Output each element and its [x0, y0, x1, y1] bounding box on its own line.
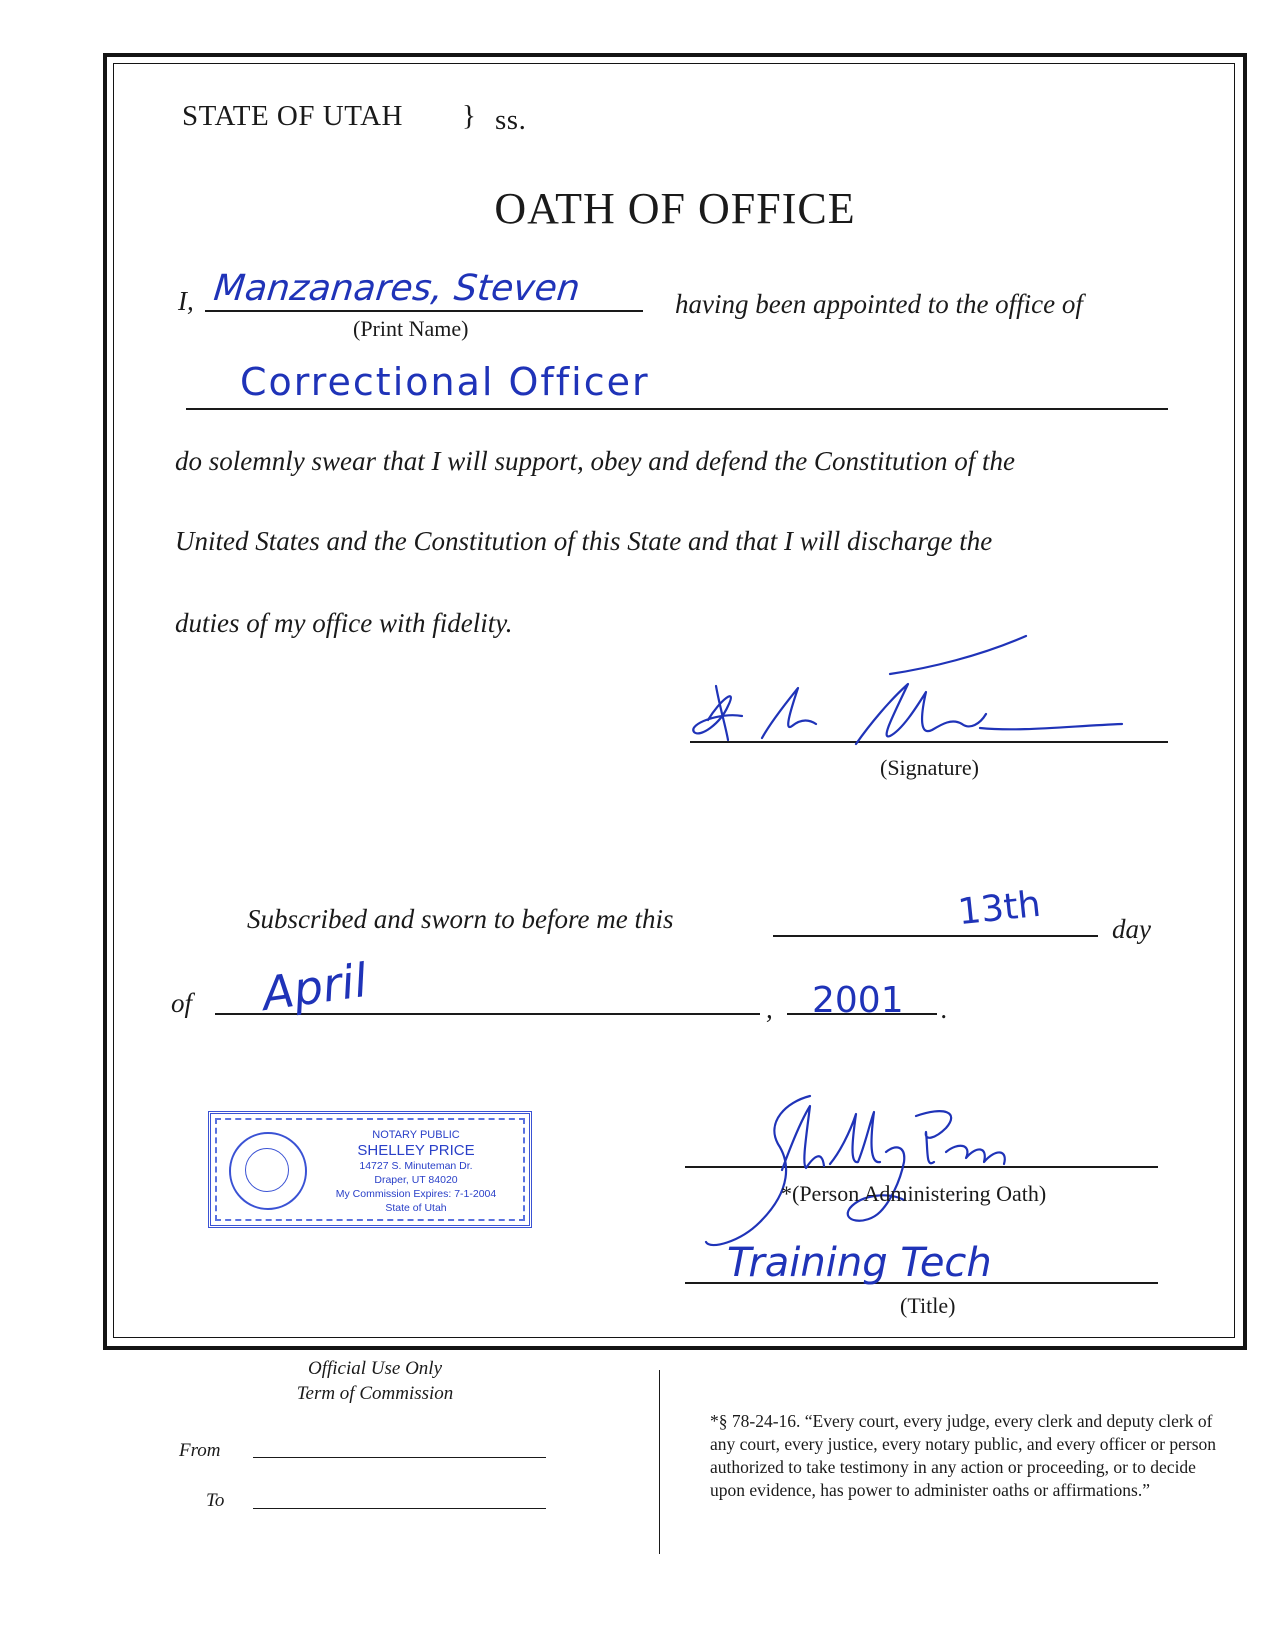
- oath-body-line1: do solemnly swear that I will support, obey and defend the Constitution of the: [175, 446, 1015, 476]
- stamp-line6: State of Utah: [385, 1202, 447, 1214]
- year-value: 2001: [812, 980, 904, 1021]
- state-seal-icon: [229, 1132, 307, 1210]
- official-use-heading: Official Use Only: [307, 1358, 443, 1379]
- office-value: Correctional Officer: [240, 360, 650, 404]
- oath-body-line3: duties of my office with fidelity.: [175, 608, 513, 638]
- to-label: To: [206, 1490, 225, 1511]
- from-label: From: [179, 1440, 221, 1461]
- stamp-line3: 14727 S. Minuteman Dr.: [359, 1160, 473, 1172]
- title-value: Training Tech: [727, 1240, 992, 1286]
- administrator-signature: [690, 1082, 1050, 1252]
- day-line: [773, 935, 1098, 937]
- title-caption: (Title): [900, 1293, 956, 1318]
- date-period: .: [941, 994, 948, 1024]
- of-label: of: [171, 988, 193, 1018]
- print-name-caption: (Print Name): [353, 316, 469, 341]
- oath-body-line2: United States and the Constitution of this State and that I will discharge the: [175, 526, 993, 556]
- page-title: OATH OF OFFICE: [494, 184, 856, 233]
- section-divider: [659, 1370, 660, 1554]
- i-prefix: I,: [178, 286, 194, 316]
- stamp-line1: NOTARY PUBLIC: [372, 1129, 460, 1141]
- date-comma: ,: [766, 994, 773, 1024]
- notary-stamp: [208, 1111, 532, 1228]
- office-line: [186, 408, 1168, 410]
- month-value: April: [258, 952, 371, 1022]
- day-label: day: [1112, 914, 1151, 944]
- header-brace: }: [462, 100, 477, 132]
- day-value: 13th: [956, 883, 1043, 934]
- statute-text: *§ 78-24-16. “Every court, every judge, every clerk and deputy clerk of any court, every justice, every notary public, and every officer or person authorized to take testimony in any action or proceeding, or to decide upon evidence, has power to administer oaths or affirmations.”: [710, 1411, 1217, 1500]
- signature-caption: (Signature): [880, 755, 979, 780]
- appointed-text: having been appointed to the office of: [675, 289, 1083, 319]
- stamp-line5: My Commission Expires: 7-1-2004: [335, 1188, 497, 1200]
- oath-taker-signature: [680, 628, 1180, 768]
- stamp-line4: Draper, UT 84020: [374, 1174, 458, 1186]
- stamp-line2: SHELLEY PRICE: [357, 1142, 475, 1159]
- to-line: [253, 1508, 546, 1509]
- subscribed-text: Subscribed and sworn to before me this: [247, 904, 674, 934]
- header-state: STATE OF UTAH: [182, 100, 403, 132]
- term-of-commission-heading: Term of Commission: [296, 1383, 454, 1404]
- print-name-value: Manzanares, Steven: [211, 268, 582, 309]
- header-ss: ss.: [495, 104, 527, 136]
- from-line: [253, 1457, 546, 1458]
- administrator-caption: *(Person Administering Oath): [781, 1181, 1047, 1206]
- print-name-line: [205, 310, 643, 312]
